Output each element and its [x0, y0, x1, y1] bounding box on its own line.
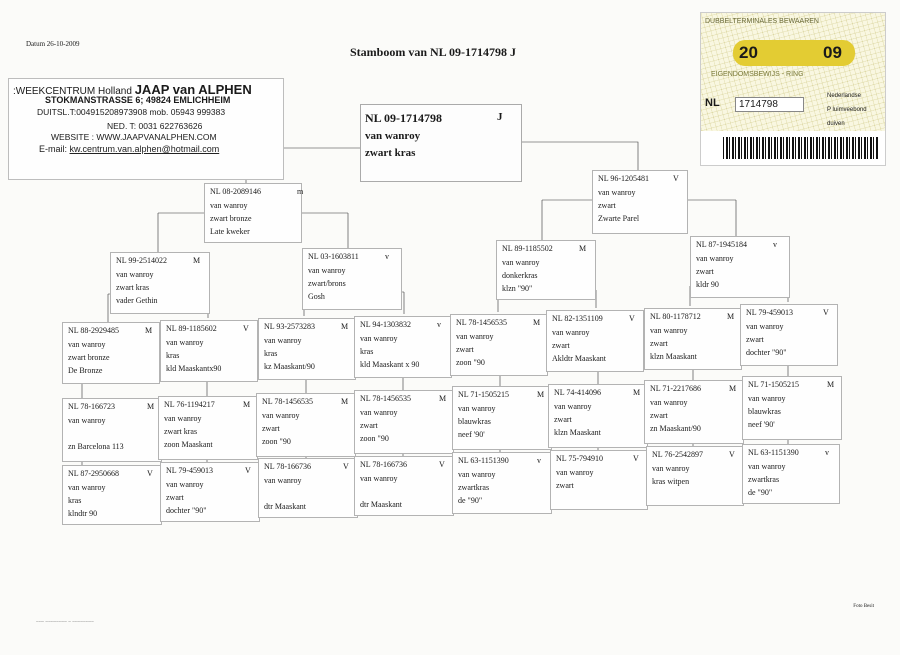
bird-sex: V: [729, 450, 735, 459]
bird-line-1: van wanroy: [456, 332, 494, 341]
bird-ring: NL 71-1505215: [458, 390, 510, 399]
bird-line-2: zwart bronze: [68, 353, 110, 362]
pedigree-bird-e7: [646, 446, 744, 506]
bird-line-1: van wanroy: [164, 414, 202, 423]
bird-line-1: van wanroy: [264, 476, 302, 485]
bird-ring: NL 96-1205481: [598, 174, 650, 183]
bird-line-2: zwart: [650, 339, 668, 348]
bird-sex: v: [773, 240, 777, 249]
card-header: DUBBELTERMINALES BEWAAREN: [705, 18, 819, 25]
address-website: WEBSITE : WWW.JAAPVANALPHEN.COM: [51, 132, 217, 142]
bird-line-3: Late kweker: [210, 227, 250, 236]
address-email-line: [39, 144, 219, 154]
pedigree-bird-c8: [740, 304, 838, 366]
pedigree-bird-c1: [62, 322, 160, 384]
bird-line-2: zwart kras: [164, 427, 198, 436]
address-line-3: DUITSL.T:004915208973908 mob. 05943 999383: [37, 107, 226, 117]
bird-sex: V: [343, 462, 349, 471]
bird-ring: NL 87-1945184: [696, 240, 748, 249]
pedigree-bird-e2: [160, 462, 260, 522]
footer-note: ~~~ ~~~~~~~~ ~ ~~~~~~~~: [36, 620, 94, 625]
pedigree-bird-d1: [62, 398, 162, 462]
root-ring: NL 09-1714798: [365, 111, 443, 125]
pedigree-bird-c2: [160, 320, 258, 382]
bird-ring: NL 87-2950668: [68, 469, 120, 478]
bird-line-1: van wanroy: [552, 328, 590, 337]
bird-ring: NL 76-1194217: [164, 400, 215, 409]
root-line-2: van wanroy: [365, 130, 421, 142]
bird-line-3: dochter "90": [746, 348, 787, 357]
pedigree-bird-c5: [450, 314, 548, 376]
connector-root-dam: [520, 142, 638, 170]
pedigree-bird-d2: [158, 396, 258, 460]
bird-line-2: zwart/brons: [308, 279, 346, 288]
pedigree-bird-b4: [302, 248, 402, 310]
pedigree-bird-e4: [354, 456, 454, 516]
bird-sex: M: [827, 380, 835, 389]
pedigree-bird-c3: [258, 318, 356, 380]
bird-line-3: zn Barcelona 113: [68, 442, 124, 451]
card-side-1: Nederlandse: [827, 93, 862, 99]
card-middle-text: EIGENDOMSBEWIJS - RING: [711, 71, 804, 78]
bird-line-1: van wanroy: [748, 394, 786, 403]
bird-line-1: van wanroy: [748, 462, 786, 471]
bird-line-2: zwart: [552, 341, 570, 350]
bird-line-3: De Bronze: [68, 366, 103, 375]
email-label: E-mail:: [39, 144, 70, 154]
bird-line-1: van wanroy: [556, 468, 594, 477]
bird-line-2: zwart: [650, 411, 668, 420]
card-country: NL: [705, 97, 720, 109]
bird-sex: V: [629, 314, 635, 323]
bird-line-2: zwart: [556, 481, 574, 490]
bird-line-1: van wanroy: [166, 480, 204, 489]
bird-ring: NL 82-1351109: [552, 314, 603, 323]
pedigree-bird-c7: [644, 308, 742, 370]
bird-ring: NL 88-2929485: [68, 326, 120, 335]
bird-line-2: kras: [360, 347, 374, 356]
bird-ring: NL 76-2542897: [652, 450, 704, 459]
bird-sex: V: [147, 469, 153, 478]
page-title: Stamboom van NL 09-1714798 J: [350, 45, 517, 59]
bird-sex: M: [633, 388, 641, 397]
bird-ring: NL 80-1178712: [650, 312, 701, 321]
bird-line-1: van wanroy: [746, 322, 784, 331]
root-sex: J: [497, 111, 503, 123]
pedigree-bird-b1: [204, 183, 302, 243]
bird-line-3: neef '90': [748, 420, 775, 429]
bird-sex: V: [673, 174, 679, 183]
bird-line-3: zoon Maaskant: [164, 440, 213, 449]
bird-ring: NL 78-1456535: [456, 318, 508, 327]
date-label: Datum 26-10-2009: [26, 40, 80, 48]
bird-line-2: kras witpen: [652, 477, 690, 486]
pedigree-bird-b2: [592, 170, 688, 234]
bird-line-1: van wanroy: [360, 334, 398, 343]
bird-line-1: van wanroy: [166, 338, 204, 347]
bird-line-2: zwart: [166, 493, 184, 502]
bird-line-3: kld Maaskant x 90: [360, 360, 420, 369]
bird-line-1: van wanroy: [360, 408, 398, 417]
bird-sex: M: [729, 384, 737, 393]
bird-sex: M: [341, 397, 349, 406]
bird-line-1: van wanroy: [116, 270, 154, 279]
bird-line-1: van wanroy: [68, 416, 106, 425]
year-right: 09: [823, 43, 842, 62]
bird-sex: v: [537, 456, 541, 465]
bird-line-2: zwart: [262, 424, 280, 433]
bird-line-3: klndtr 90: [68, 509, 98, 518]
bird-sex: v: [385, 252, 389, 261]
bird-line-2: zwart: [598, 201, 616, 210]
bird-line-3: de "90": [748, 488, 773, 497]
address-prefix: :WEEKCENTRUM Holland: [13, 86, 132, 97]
pedigree-bird-e8: [742, 444, 840, 504]
bird-sex: v: [825, 448, 829, 457]
bird-line-1: van wanroy: [650, 398, 688, 407]
bird-ring: NL 79-459013: [746, 308, 794, 317]
bird-line-1: van wanroy: [68, 340, 106, 349]
bird-ring: NL 71-1505215: [748, 380, 800, 389]
bird-line-3: dtr Maaskant: [264, 502, 306, 511]
bird-sex: V: [243, 324, 249, 333]
bird-line-2: zwartkras: [748, 475, 780, 484]
bird-line-2: kras: [68, 496, 82, 505]
bird-ring: NL 89-1185502: [502, 244, 553, 253]
bird-sex: M: [533, 318, 541, 327]
bird-line-1: van wanroy: [696, 254, 734, 263]
bird-line-2: zwartkras: [458, 483, 490, 492]
photo-credit: Foto Besit: [853, 604, 874, 609]
bird-ring: NL 75-794910: [556, 454, 604, 463]
bird-sex: m: [297, 187, 304, 196]
pedigree-bird-b6: [690, 236, 790, 298]
bird-sex: M: [537, 390, 545, 399]
bird-line-1: van wanroy: [308, 266, 346, 275]
bird-line-2: zwart bronze: [210, 214, 252, 223]
bird-ring: NL 03-1603811: [308, 252, 359, 261]
bird-line-1: van wanroy: [458, 470, 496, 479]
bird-sex: M: [147, 402, 155, 411]
pedigree-bird-d7: [644, 380, 744, 444]
bird-line-1: van wanroy: [650, 326, 688, 335]
bird-ring: NL 63-1151390: [748, 448, 799, 457]
bird-line-3: zoon "90: [456, 358, 485, 367]
bird-line-3: kld Maaskantx90: [166, 364, 222, 373]
bird-line-3: klzn Maaskant: [650, 352, 697, 361]
bird-sex: V: [823, 308, 829, 317]
bird-line-1: van wanroy: [210, 201, 248, 210]
bird-ring: NL 78-1456535: [360, 394, 412, 403]
bird-line-2: zwart: [746, 335, 764, 344]
bird-ring: NL 63-1151390: [458, 456, 509, 465]
bird-line-2: kras: [166, 351, 180, 360]
bird-line-1: van wanroy: [554, 402, 592, 411]
bird-ring: NL 99-2514022: [116, 256, 168, 265]
bird-line-3: dochter "90": [166, 506, 207, 515]
bird-ring: NL 78-1456535: [262, 397, 314, 406]
bird-line-2: donkerkras: [502, 271, 538, 280]
bird-line-3: klzn Maaskant: [554, 428, 601, 437]
bird-line-3: Zwarte Parel: [598, 214, 640, 223]
pedigree-bird-d6: [548, 384, 648, 448]
bird-line-3: zoon "90: [360, 434, 389, 443]
bird-line-3: de "90": [458, 496, 483, 505]
email-link[interactable]: kw.centrum.van.alphen@hotmail.com: [69, 144, 220, 154]
breeder-address-block: [8, 78, 284, 180]
breeder-name: JAAP van ALPHEN: [134, 82, 252, 97]
bird-ring: NL 74-414096: [554, 388, 602, 397]
bird-line-2: blauwkras: [458, 417, 491, 426]
bird-line-3: klzn "90": [502, 284, 533, 293]
pedigree-bird-d3: [256, 393, 356, 457]
bird-ring: NL 78-166736: [360, 460, 408, 469]
ring-certificate-card: [700, 12, 886, 166]
bird-line-3: Gosh: [308, 292, 325, 301]
bird-line-1: van wanroy: [652, 464, 690, 473]
card-ring-number: 1714798: [735, 97, 804, 112]
pedigree-bird-d4: [354, 390, 454, 454]
bird-line-3: zoon "90: [262, 437, 291, 446]
bird-sex: M: [243, 400, 251, 409]
bird-line-3: kldr 90: [696, 280, 719, 289]
bird-line-2: zwart: [456, 345, 474, 354]
pedigree-bird-c4: [354, 316, 452, 378]
pedigree-bird-d5: [452, 386, 552, 450]
bird-line-1: van wanroy: [68, 483, 106, 492]
pedigree-bird-b5: [496, 240, 596, 300]
bird-sex: M: [579, 244, 587, 253]
bird-line-3: zn Maaskant/90: [650, 424, 701, 433]
bird-line-3: neef '90': [458, 430, 485, 439]
bird-line-2: zwart kras: [116, 283, 150, 292]
root-line-3: zwart kras: [365, 147, 416, 159]
pedigree-bird-e3: [258, 458, 358, 518]
bird-line-1: van wanroy: [598, 188, 636, 197]
card-year: [733, 40, 855, 66]
pedigree-bird-d8: [742, 376, 842, 440]
bird-ring: NL 79-459013: [166, 466, 214, 475]
bird-line-3: dtr Maaskant: [360, 500, 402, 509]
bird-line-2: kras: [264, 349, 278, 358]
bird-line-1: van wanroy: [264, 336, 302, 345]
bird-sex: M: [439, 394, 447, 403]
bird-ring: NL 71-2217686: [650, 384, 702, 393]
pedigree-bird-e1: [62, 465, 162, 525]
bird-sex: M: [145, 326, 153, 335]
pedigree-bird-e6: [550, 450, 648, 510]
bird-ring: NL 78-166723: [68, 402, 116, 411]
pedigree-bird-b3: [110, 252, 210, 314]
bird-line-2: blauwkras: [748, 407, 781, 416]
root-bird-box: [360, 104, 522, 182]
card-side-3: duiven: [827, 121, 845, 127]
bird-sex: V: [439, 460, 445, 469]
bird-line-1: van wanroy: [360, 474, 398, 483]
bird-line-1: van wanroy: [262, 411, 300, 420]
bird-ring: NL 89-1185602: [166, 324, 217, 333]
address-line-2: STOKMANSTRASSE 6; 49824 EMLICHHEIM: [45, 95, 231, 105]
pedigree-bird-c6: [546, 310, 644, 372]
bird-sex: V: [633, 454, 639, 463]
bird-ring: NL 08-2089146: [210, 187, 262, 196]
address-line-4: NED. T: 0031 622763626: [107, 121, 203, 131]
bird-line-2: zwart: [696, 267, 714, 276]
bird-line-1: van wanroy: [458, 404, 496, 413]
card-side-2: P luimveebond: [827, 107, 867, 113]
bird-sex: M: [727, 312, 735, 321]
bird-line-1: van wanroy: [502, 258, 540, 267]
bird-line-3: Akldtr Maaskant: [552, 354, 606, 363]
bird-line-2: zwart: [554, 415, 572, 424]
bird-ring: NL 78-166736: [264, 462, 312, 471]
bird-sex: M: [341, 322, 349, 331]
bird-line-3: kz Maaskant/90: [264, 362, 315, 371]
bird-sex: M: [193, 256, 201, 265]
barcode: [723, 137, 879, 159]
bird-sex: V: [245, 466, 251, 475]
bird-ring: NL 94-1303832: [360, 320, 412, 329]
bird-sex: v: [437, 320, 441, 329]
bird-ring: NL 93-2573283: [264, 322, 316, 331]
year-left: 20: [739, 43, 758, 62]
pedigree-bird-e5: [452, 452, 552, 514]
bird-line-3: vader Gethin: [116, 296, 158, 305]
bird-line-2: zwart: [360, 421, 378, 430]
